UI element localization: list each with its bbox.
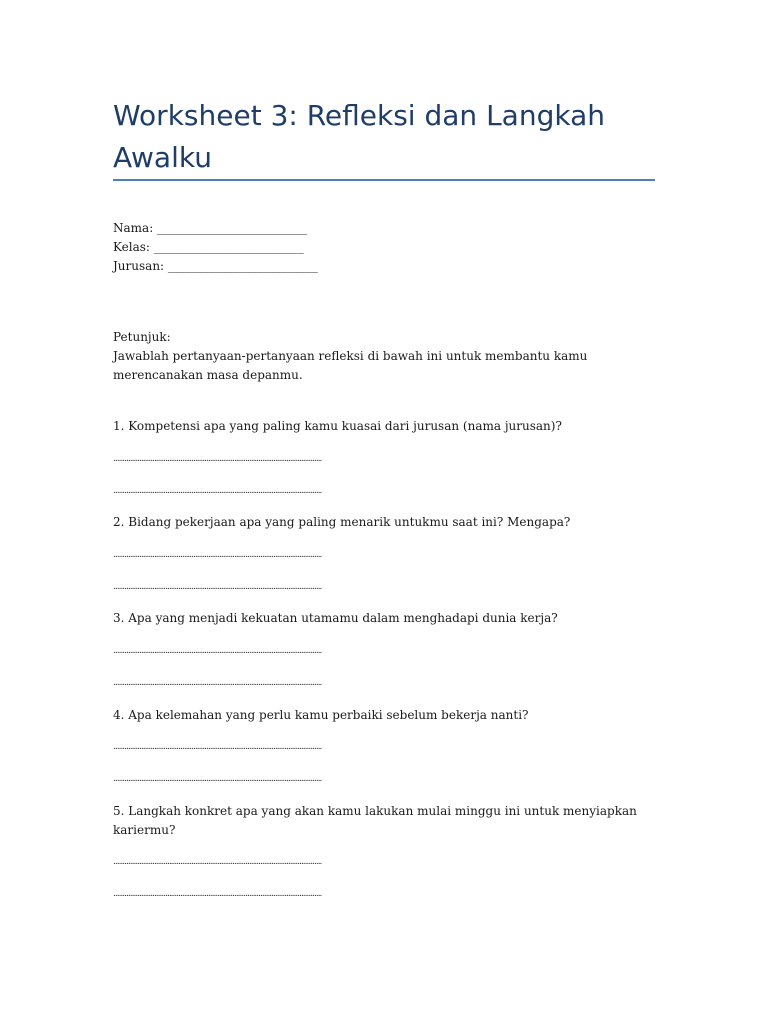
answer-line-2a: ................................................................................................................ xyxy=(113,550,322,560)
page-title: Worksheet 3: Refleksi dan Langkah Awalku xyxy=(113,99,605,174)
answer-line-4b: ................................................................................................................ xyxy=(113,774,322,784)
answer-line-3b: ................................................................................................................ xyxy=(113,678,322,688)
answer-line-4a: ................................................................................................................ xyxy=(113,742,322,752)
title-underline xyxy=(113,179,655,181)
instructions-label: Petunjuk: xyxy=(113,330,171,344)
answer-line-5a: ................................................................................................................ xyxy=(113,857,322,867)
answer-line-1b: ................................................................................................................ xyxy=(113,486,322,496)
answer-line-1a: ................................................................................................................ xyxy=(113,454,322,464)
answer-line-3a: ................................................................................................................ xyxy=(113,646,322,656)
instructions-text: Jawablah pertanyaan-pertanyaan refleksi di bawah ini untuk membantu kamu merencanakan masa depanmu. xyxy=(113,349,588,382)
question-3: 3. Apa yang menjadi kekuatan utamamu dalam menghadapi dunia kerja? xyxy=(113,611,558,625)
question-2: 2. Bidang pekerjaan apa yang paling menarik untukmu saat ini? Mengapa? xyxy=(113,515,571,529)
question-1: 1. Kompetensi apa yang paling kamu kuasai dari jurusan (nama jurusan)? xyxy=(113,419,562,433)
question-5: 5. Langkah konkret apa yang akan kamu lakukan mulai minggu ini untuk menyiapkan kariermu? xyxy=(113,804,637,837)
name-field: Nama: _________________________ xyxy=(113,221,308,235)
answer-line-5b: ................................................................................................................ xyxy=(113,889,322,899)
major-field: Jurusan: _________________________ xyxy=(113,259,318,273)
class-field: Kelas: _________________________ xyxy=(113,240,304,254)
answer-line-2b: ................................................................................................................ xyxy=(113,582,322,592)
question-4: 4. Apa kelemahan yang perlu kamu perbaiki sebelum bekerja nanti? xyxy=(113,708,529,722)
